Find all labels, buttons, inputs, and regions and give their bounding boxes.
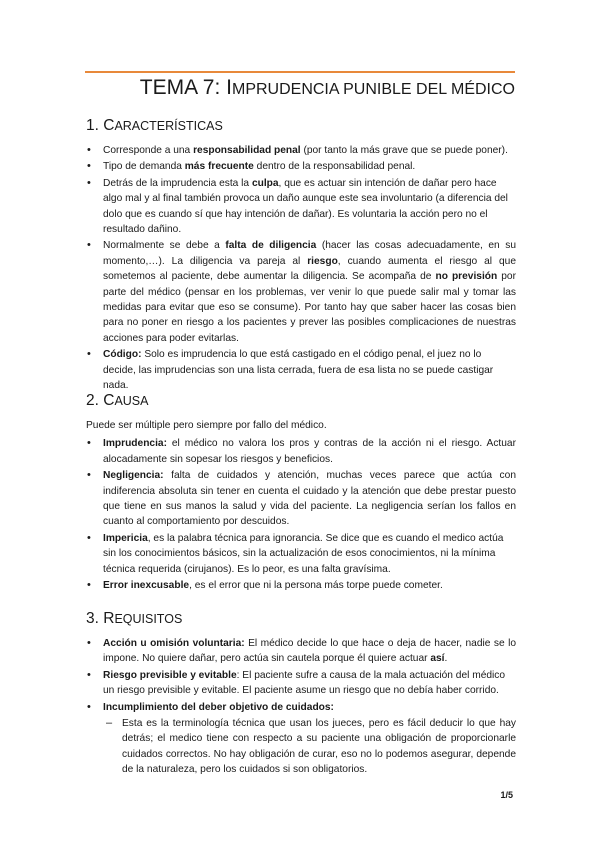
page-title [140, 76, 515, 100]
title-initial: TEMA 7: I [139, 76, 232, 99]
bullet-list [86, 143, 516, 394]
section-rest: EQUISITOS [114, 612, 183, 626]
section-rest: ARACTERÍSTICAS [114, 119, 223, 133]
section-num: 2. C [86, 392, 115, 409]
bullet-list [86, 636, 516, 778]
section-intro: Puede ser múltiple pero siempre por fallo del médico. [86, 420, 327, 431]
section-heading-causa [86, 392, 148, 410]
section-causa-body [86, 418, 516, 594]
title-rest: MPRUDENCIA PUNIBLE DEL MÉDICO [231, 81, 515, 98]
section-num: 1. C [86, 117, 115, 134]
section-num: 3. R [86, 610, 115, 627]
list-item: • Acción u omisión voluntaria: El médico decide lo que hace o deja de hacer, nadie se lo impone. No quiere dañar, pero actúa sin cautela porque él quiere actuar así. [86, 636, 516, 667]
bullet-list [86, 436, 516, 593]
list-item: • Corresponde a una responsabilidad penal (por tanto la más grave que se puede poner). [86, 143, 516, 158]
list-item: • Error inexcusable, es el error que ni la persona más torpe puede cometer. [86, 578, 516, 593]
list-item: • Incumplimiento del deber objetivo de cuidados: [86, 700, 516, 715]
header-rule [85, 71, 515, 73]
section-rest: AUSA [114, 394, 149, 408]
list-item: • Impericia, es la palabra técnica para ignorancia. Se dice que es cuando el medico actúa sin los conocimientos básicos, sin la actualización de esos conocimientos, ni la mínima técnica requerida (cirujanos). Es lo peor, es una falta gravísima. [86, 531, 516, 577]
section-requisitos-body [86, 636, 516, 779]
list-item: • Riesgo previsible y evitable: El paciente sufre a causa de la mala actuación del médico un riesgo previsible y evitable. El paciente asume un riesgo que no debía haber corrido. [86, 668, 516, 699]
list-item: • Detrás de la imprudencia esta la culpa, que es actuar sin intención de dañar pero hace algo mal y al final también provoca un daño aunque este sea involuntario (a diferencia del dolo que es cuando sí que hay intención de dañar). Es voluntaria la acción pero no el resultado dañino. [86, 176, 516, 238]
list-item: • Imprudencia: el médico no valora los pros y contras de la acción ni el riesgo. Actuar alocadamente sin sopesar los riesgos y beneficios. [86, 436, 516, 467]
section-heading-caracteristicas [86, 117, 223, 135]
section-caracteristicas-body [86, 143, 516, 395]
list-item: – Esta es la terminología técnica que usan los jueces, pero es fácil deducir lo que hay detrás; el medico tiene con respecto a su paciente una obligación de proporcionarle cuidados correctos. No hay obligación de curar, eso no lo podemos asegurar, depende de la naturaleza, pero los cuidados si son obligatorios. [86, 716, 516, 778]
list-item: • Negligencia: falta de cuidados y atención, muchas veces parece que actúa con indiferencia absoluta sin tener en cuenta el cuidado y la atención que debe prestar puesto que tiene en sus manos la salud y vida del paciente. La negligencia serían los fallos en cuanto al comportamiento por descuidos. [86, 468, 516, 530]
list-item: • Normalmente se debe a falta de diligencia (hacer las cosas adecuadamente, en su momento,…). La diligencia va pareja al riesgo, cuando aumenta el riesgo al que sometemos al paciente, debe aumentar la diligencia. Se acompaña de no previsión por parte del médico (pensar en los problemas, ver venir lo que puede salir mal y tomar las medidas para evitar que eso se consume). Por tanto hay que saber hacer las cosas bien para no poner en riesgo a los pacientes y prever las posibles complicaciones de nuestras acciones para poder evitarlas. [86, 238, 516, 346]
section-heading-requisitos [86, 610, 182, 628]
page-number: 1/5 [500, 790, 513, 800]
list-item: • Tipo de demanda más frecuente dentro de la responsabilidad penal. [86, 159, 516, 174]
list-item: • Código: Solo es imprudencia lo que está castigado en el código penal, el juez no lo decide, las imprudencias son una lista cerrada, fuera de esa lista no se puede castigar nada. [86, 347, 516, 393]
